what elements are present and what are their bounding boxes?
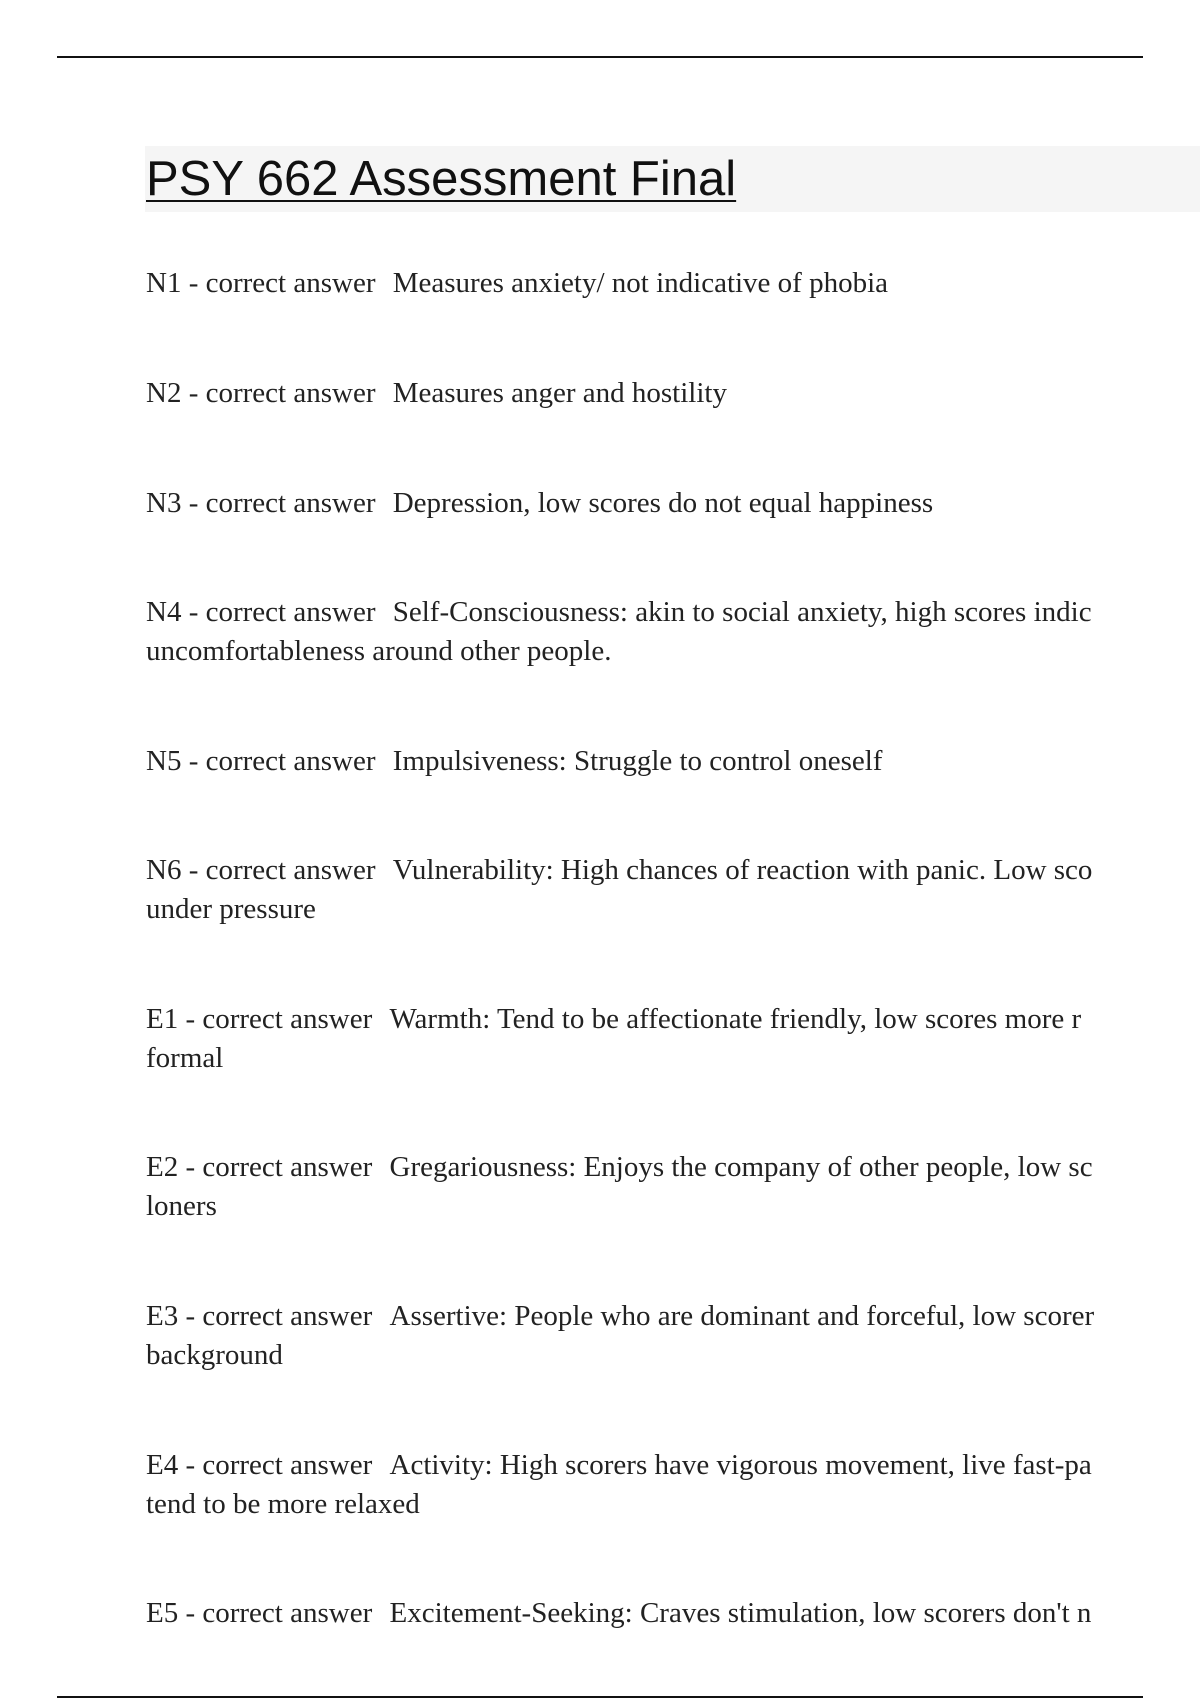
qa-term: N3: [146, 487, 182, 519]
bottom-divider: [57, 1696, 1143, 1698]
qa-entry-e1: [146, 1000, 1200, 1078]
qa-entry-e3: [146, 1297, 1200, 1375]
qa-first-line: [146, 593, 1200, 632]
qa-label: - correct answer: [188, 267, 376, 299]
qa-answer: Warmth: Tend to be affectionate friendly, low scores more r: [389, 1003, 1082, 1035]
qa-label: - correct answer: [185, 1300, 373, 1332]
qa-answer: Gregariousness: Enjoys the company of other people, low sc: [389, 1151, 1093, 1183]
qa-answer: Measures anxiety/ not indicative of phobia: [392, 267, 889, 299]
qa-first-line: [146, 742, 1200, 781]
qa-answer: Impulsiveness: Struggle to control oneself: [392, 745, 883, 777]
qa-entry-n4: [146, 593, 1200, 671]
qa-term: N2: [146, 377, 182, 409]
qa-first-line: [146, 374, 1200, 413]
qa-term: E1: [146, 1003, 179, 1035]
qa-continuation: formal: [146, 1042, 224, 1074]
qa-label: - correct answer: [185, 1449, 373, 1481]
qa-term: N5: [146, 745, 182, 777]
qa-first-line: [146, 1297, 1200, 1336]
qa-entry-e5: [146, 1594, 1200, 1633]
qa-term: N6: [146, 854, 182, 886]
qa-term: N1: [146, 267, 182, 299]
qa-label: - correct answer: [185, 1151, 373, 1183]
top-divider: [57, 56, 1143, 58]
qa-continuation: uncomfortableness around other people.: [146, 635, 612, 667]
qa-entry-n6: [146, 851, 1200, 929]
qa-entry-n5: [146, 742, 1200, 781]
qa-label: - correct answer: [185, 1003, 373, 1035]
qa-continuation: background: [146, 1339, 283, 1371]
qa-continuation: under pressure: [146, 893, 316, 925]
qa-answer: Excitement-Seeking: Craves stimulation, low scorers don't n: [389, 1597, 1092, 1629]
qa-answer: Assertive: People who are dominant and forceful, low scorer: [389, 1300, 1095, 1332]
qa-entry-n2: [146, 374, 1200, 413]
qa-first-line: [146, 851, 1200, 890]
qa-answer: Measures anger and hostility: [392, 377, 727, 409]
qa-entry-n1: [146, 264, 1200, 303]
qa-continuation: loners: [146, 1190, 217, 1222]
qa-label: - correct answer: [188, 487, 376, 519]
qa-label: - correct answer: [188, 745, 376, 777]
qa-label: - correct answer: [185, 1597, 373, 1629]
qa-term: E2: [146, 1151, 179, 1183]
qa-first-line: [146, 1446, 1200, 1485]
qa-first-line: [146, 484, 1200, 523]
qa-label: - correct answer: [188, 596, 376, 628]
qa-entry-e4: [146, 1446, 1200, 1524]
qa-first-line: [146, 1148, 1200, 1187]
qa-label: - correct answer: [188, 854, 376, 886]
qa-answer: Depression, low scores do not equal happiness: [392, 487, 934, 519]
qa-entry-e2: [146, 1148, 1200, 1226]
page-title: PSY 662 Assessment Final: [146, 152, 737, 206]
qa-term: E5: [146, 1597, 179, 1629]
qa-term: N4: [146, 596, 182, 628]
qa-term: E4: [146, 1449, 179, 1481]
qa-label: - correct answer: [188, 377, 376, 409]
qa-answer: Self-Consciousness: akin to social anxiety, high scores indic: [392, 596, 1092, 628]
qa-term: E3: [146, 1300, 179, 1332]
qa-answer: Vulnerability: High chances of reaction with panic. Low sco: [392, 854, 1093, 886]
qa-continuation: tend to be more relaxed: [146, 1488, 420, 1520]
qa-answer: Activity: High scorers have vigorous movement, live fast-pa: [389, 1449, 1092, 1481]
qa-first-line: [146, 1000, 1200, 1039]
qa-first-line: [146, 1594, 1200, 1633]
qa-entry-n3: [146, 484, 1200, 523]
qa-first-line: [146, 264, 1200, 303]
